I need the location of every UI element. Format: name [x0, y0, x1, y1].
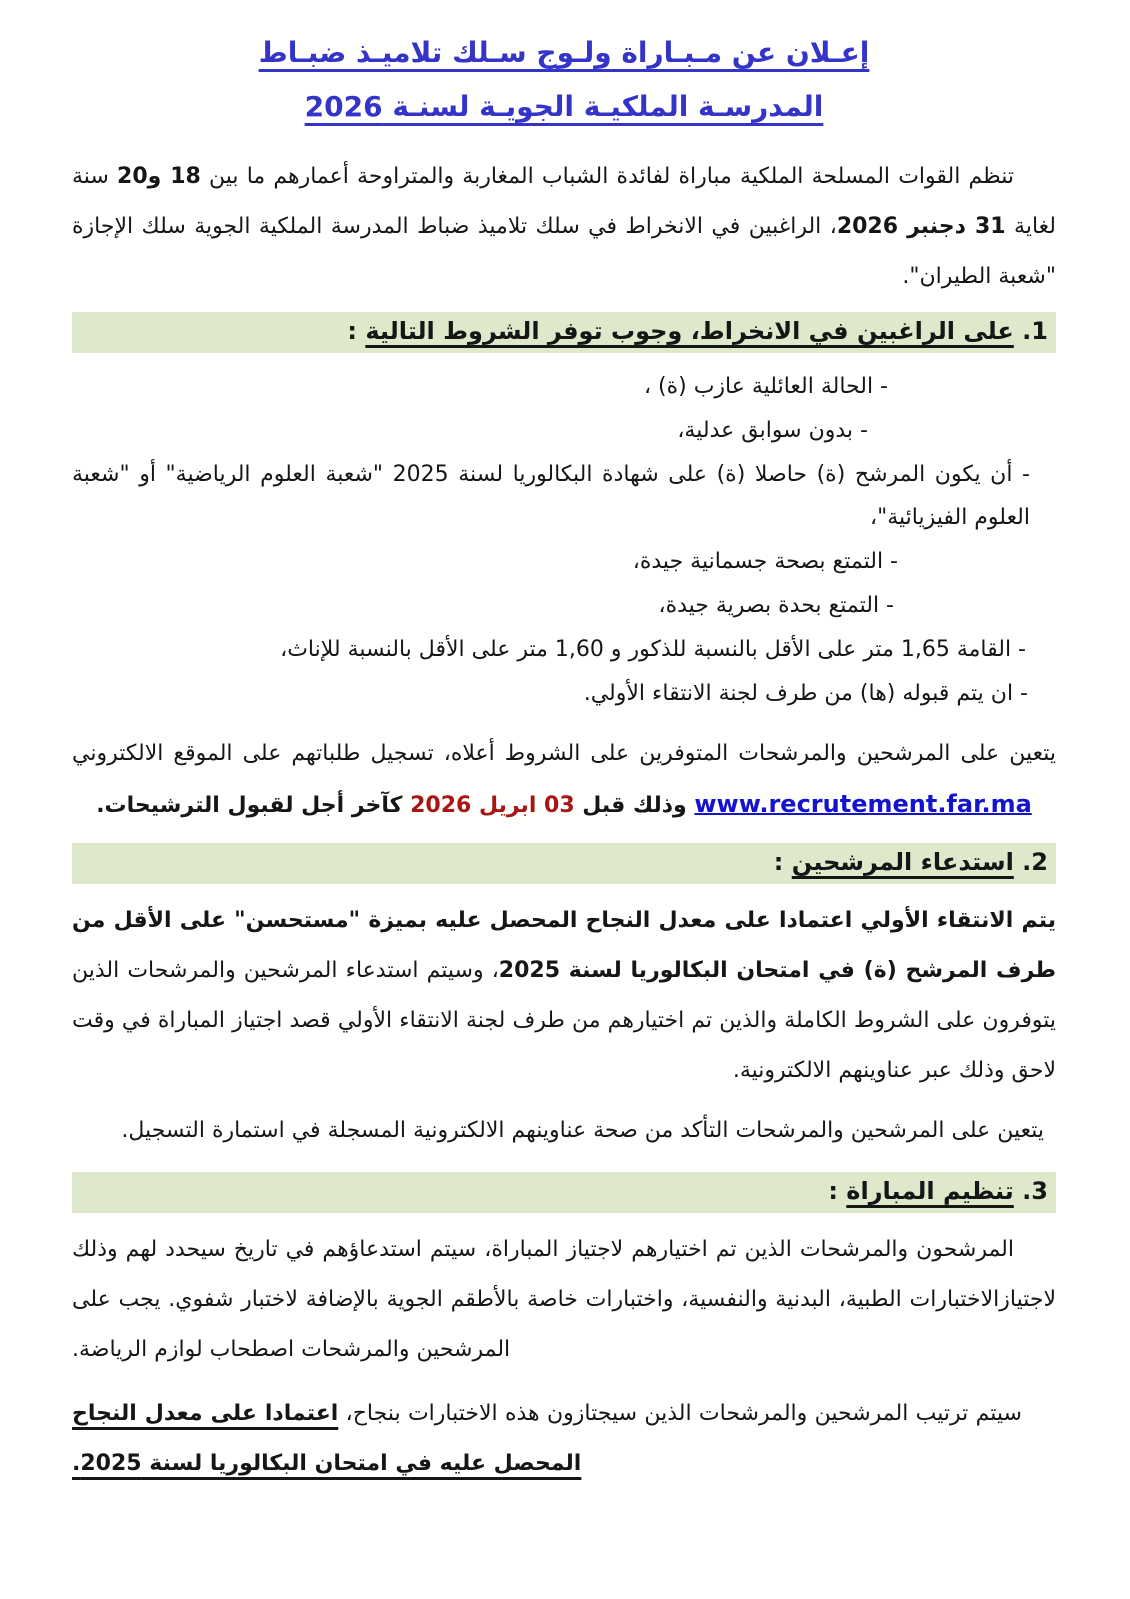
section-3-number: 3.: [1022, 1177, 1048, 1205]
section-2-colon: :: [773, 848, 792, 876]
selection-criteria-bold: يتم الانتقاء الأولي اعتمادا على معدل النجاح المحصل عليه بميزة "مستحسن" على الأقل من طرف المرشح (ة) في امتحان البكالوريا لسنة 2025: [72, 908, 1056, 983]
registration-deadline-date: 03 ابريل 2026: [410, 793, 575, 818]
section-3-header: [72, 1172, 1056, 1213]
selection-paragraph: [72, 896, 1056, 1096]
requirement-item-visual-acuity: - التمتع بحدة بصرية جيدة،: [658, 593, 894, 618]
registration-deadline-note: كآخر أجل لقبول الترشيحات.: [96, 793, 411, 818]
ranking-paragraph: [72, 1389, 1056, 1489]
ranking-text: سيتم ترتيب المرشحين والمرشحات الذين سيجتازون هذه الاختبارات بنجاح،: [338, 1401, 1022, 1426]
requirement-item-baccalaureate: - أن يكون المرشح (ة) حاصلا (ة) على شهادة البكالوريا لسنة 2025 "شعبة العلوم الرياضية" أو "شعبة العلوم الفيزيائية"،: [72, 462, 1030, 530]
intro-text: سنة لغاية: [72, 164, 1056, 239]
section-1-colon: :: [347, 317, 366, 345]
ranking-criteria-bold: اعتمادا على معدل النجاح المحصل عليه في امتحان البكالوريا لسنة 2025.: [72, 1401, 582, 1476]
intro-text: تنظم القوات المسلحة الملكية مباراة لفائدة الشباب المغاربة والمتراوحة أعمارهم ما بين: [200, 164, 1014, 189]
selection-text: ، وسيتم استدعاء المرشحين والمرشحات الذين يتوفرون على الشروط الكاملة والذين تم اختيارهم من طرف لجنة الانتقاء الأولي قصد اجتياز المباراة في وقت لاحق وذلك عبر عناوينهم الالكترونية.: [72, 958, 1056, 1083]
age-limit-date: 31 دجنبر 2026: [836, 214, 1006, 239]
section-1-number: 1.: [1022, 317, 1048, 345]
requirement-item-criminal-record: - بدون سوابق عدلية،: [677, 418, 868, 443]
section-3-colon: :: [828, 1177, 847, 1205]
email-verification-paragraph: يتعين على المرشحين والمرشحات التأكد من صحة عناوينهم الالكترونية المسجلة في استمارة التسجيل.: [121, 1118, 1044, 1143]
section-3-title: تنظيم المباراة: [846, 1177, 1014, 1205]
requirements-list: [72, 365, 1056, 715]
title-line-2: المدرسـة الملكيـة الجويـة لسنـة 2026: [304, 90, 824, 123]
requirement-item-committee-acceptance: - ان يتم قبوله (ها) من طرف لجنة الانتقاء الأولي.: [583, 681, 1028, 706]
section-2-number: 2.: [1022, 848, 1048, 876]
age-range: 18 و20: [117, 164, 201, 189]
requirement-item-height: - القامة 1,65 متر على الأقل بالنسبة للذكور و 1,60 متر على الأقل بالنسبة للإناث،: [280, 637, 1026, 662]
registration-text: وذلك قبل: [574, 793, 695, 818]
requirement-item-physical-health: - التمتع بصحة جسمانية جيدة،: [632, 549, 898, 574]
title-row-2: [72, 80, 1056, 134]
title-row-1: [72, 26, 1056, 80]
document-title: [72, 26, 1056, 134]
title-line-1: إعـلان عن مـبـاراة ولـوج سـلك تلاميـذ ضبـاط: [258, 36, 870, 69]
section-2-title: استدعاء المرشحين: [791, 848, 1014, 876]
section-1-header: [72, 312, 1056, 353]
requirement-item-marital-status: - الحالة العائلية عازب (ة) ،: [643, 374, 888, 399]
section-1-title: على الراغبين في الانخراط، وجوب توفر الشروط التالية: [365, 317, 1014, 345]
registration-url-link[interactable]: www.recrutement.far.ma: [694, 790, 1032, 818]
intro-paragraph: [72, 152, 1056, 302]
registration-text: يتعين على المرشحين والمرشحات المتوفرين على الشروط أعلاه، تسجيل طلباتهم على الموقع الالكتروني: [72, 741, 1056, 766]
registration-paragraph: [72, 729, 1056, 831]
section-2-header: [72, 843, 1056, 884]
intro-text: ، الراغبين في الانخراط في سلك تلاميذ ضباط المدرسة الملكية الجوية سلك الإجازة "شعبة الطيران".: [72, 214, 1056, 289]
exam-organization-paragraph: المرشحون والمرشحات الذين تم اختيارهم لاجتياز المباراة، سيتم استدعاؤهم في تاريخ سيحدد لهم وذلك لاجتيازالاختبارات الطبية، البدنية والنفسية، واختبارات خاصة بالأطقم الجوية بالإضافة لاختبار شفوي. يجب على المرشحين والمرشحات اصطحاب لوازم الرياضة.: [72, 1237, 1056, 1362]
